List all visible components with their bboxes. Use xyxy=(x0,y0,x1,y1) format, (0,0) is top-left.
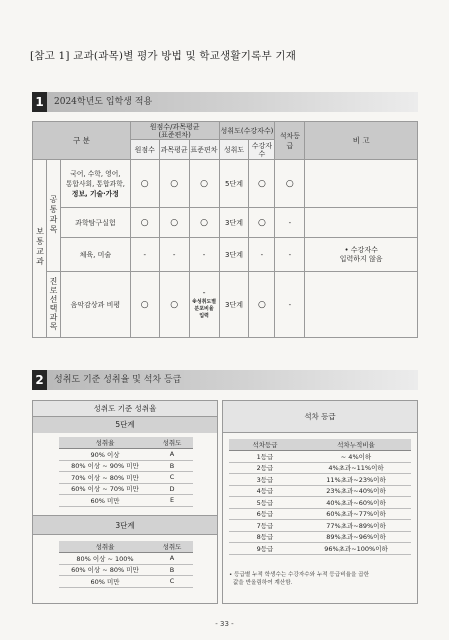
page-title: [참고 1] 교과(과목)별 평가 방법 및 학교생활기록부 기재 xyxy=(30,50,297,62)
header-raw: 원점수 xyxy=(130,140,159,160)
five-row-1-grade: A xyxy=(151,449,193,461)
rank-col-ratio: 석차누적비율 xyxy=(301,439,411,451)
rank-panel-title: 석차 등급 xyxy=(223,401,417,433)
rank-table xyxy=(229,439,411,555)
three-row-2-grade: B xyxy=(151,564,193,576)
rank-row-4-ratio: 23%초과~40%이하 xyxy=(301,485,411,497)
row-1-raw: ○ xyxy=(130,160,159,208)
row-4-std-note: ※성취도별 분포비율 입력 xyxy=(191,299,217,319)
row-3-subject: 체육, 미술 xyxy=(60,238,130,272)
rank-grade-panel xyxy=(222,400,418,604)
row-1-subject-line2: 통합사회, 통합과학, xyxy=(65,179,125,188)
row-2-remark xyxy=(305,208,418,238)
row-4-std xyxy=(189,272,219,338)
row-4-avg: ○ xyxy=(159,272,189,338)
five-row-5-grade: E xyxy=(151,495,193,507)
row-2-raw: ○ xyxy=(130,208,159,238)
section-1-title: 2024학년도 입학생 적용 xyxy=(54,97,153,107)
common-cell xyxy=(46,160,60,272)
rank-row-5-rank: 5등급 xyxy=(229,497,301,509)
common-label: 공통과목 xyxy=(48,194,58,235)
rank-row-8-rank: 8등급 xyxy=(229,531,301,543)
section-2-title: 성취도 기준 성취율 및 석차 등급 xyxy=(54,375,182,385)
header-remark: 비 고 xyxy=(305,122,418,160)
five-col-grade: 성취도 xyxy=(151,437,193,449)
rank-row-8-ratio: 89%초과~96%이하 xyxy=(301,531,411,543)
rank-footnote xyxy=(229,571,413,587)
row-3-remark-text: • 수강자수 입력하지 않음 xyxy=(339,245,383,263)
header-count xyxy=(249,140,275,160)
achievement-panel-header xyxy=(33,401,217,433)
row-3-ach: 3단계 xyxy=(219,238,249,272)
header-avg: 과목평균 xyxy=(159,140,189,160)
rank-row-1-ratio: ~ 4%이하 xyxy=(301,451,411,463)
three-level-table xyxy=(59,541,193,588)
category-cell xyxy=(33,160,47,338)
row-2-rank: - xyxy=(275,208,305,238)
row-2-ach: 3단계 xyxy=(219,208,249,238)
rank-row-6-ratio: 60%초과~77%이하 xyxy=(301,508,411,520)
rank-row-2-rank: 2등급 xyxy=(229,462,301,474)
five-row-2-grade: B xyxy=(151,460,193,472)
row-1-count: ○ xyxy=(249,160,275,208)
three-row-1-rate: 80% 이상 ~ 100% xyxy=(59,553,151,565)
rank-row-3-rank: 3등급 xyxy=(229,474,301,486)
header-raw-group-label: 원점수/과목평균 (표준편차) xyxy=(149,122,200,139)
page-number: - 33 - xyxy=(215,620,234,628)
five-row-4-rate: 60% 이상 ~ 70% 미만 xyxy=(59,483,151,495)
five-row-2-rate: 80% 이상 ~ 90% 미만 xyxy=(59,460,151,472)
rank-row-1-rank: 1등급 xyxy=(229,451,301,463)
row-1-remark xyxy=(305,160,418,208)
three-level-title: 3단계 xyxy=(33,515,217,535)
row-4-count: ○ xyxy=(249,272,275,338)
header-ach-group: 성취도(수강자수) xyxy=(219,122,275,140)
row-4-rank: - xyxy=(275,272,305,338)
header-count-label: 수강자 수 xyxy=(251,141,273,158)
achievement-panel-title: 성취도 기준 성취율 xyxy=(33,401,217,417)
row-4-subject: 음악감상과 비평 xyxy=(60,272,130,338)
three-row-2-rate: 60% 이상 ~ 80% 미만 xyxy=(59,564,151,576)
five-row-3-grade: C xyxy=(151,472,193,484)
five-level-table xyxy=(59,437,193,507)
five-row-1-rate: 90% 이상 xyxy=(59,449,151,461)
three-row-1-grade: A xyxy=(151,553,193,565)
row-3-remark xyxy=(305,238,418,272)
rank-row-9-ratio: 96%초과~100%이하 xyxy=(301,543,411,555)
row-3-rank: - xyxy=(275,238,305,272)
five-row-3-rate: 70% 이상 ~ 80% 미만 xyxy=(59,472,151,484)
rank-row-3-ratio: 11%초과~23%이하 xyxy=(301,474,411,486)
row-3-count: - xyxy=(249,238,275,272)
evaluation-method-table xyxy=(32,121,418,338)
five-col-rate: 성취율 xyxy=(59,437,151,449)
category-label: 보통교과 xyxy=(35,227,45,267)
rank-footnote-line2: 값을 반올림하여 계산함. xyxy=(233,580,293,586)
header-raw-group xyxy=(130,122,219,140)
row-1-subject-line1: 국어, 수학, 영어, xyxy=(70,169,121,178)
rank-footnote-line1: • 등급별 누적 학생수는 수강자수와 누적 등급비율을 곱한 xyxy=(229,572,370,578)
five-row-4-grade: D xyxy=(151,483,193,495)
row-1-ach: 5단계 xyxy=(219,160,249,208)
row-2-subject: 과학탐구실험 xyxy=(60,208,130,238)
row-3-avg: - xyxy=(159,238,189,272)
row-2-count: ○ xyxy=(249,208,275,238)
header-rank xyxy=(275,122,305,160)
row-4-ach: 3단계 xyxy=(219,272,249,338)
rank-col-rank: 석차등급 xyxy=(229,439,301,451)
rank-row-9-rank: 9등급 xyxy=(229,543,301,555)
rank-row-2-ratio: 4%초과~11%이하 xyxy=(301,462,411,474)
rank-row-6-rank: 6등급 xyxy=(229,508,301,520)
table-row-1-subject xyxy=(60,160,130,208)
career-cell xyxy=(46,272,60,338)
rank-row-7-ratio: 77%초과~89%이하 xyxy=(301,520,411,532)
achievement-rate-panel xyxy=(32,400,218,604)
three-col-grade: 성취도 xyxy=(151,541,193,553)
row-1-rank: ○ xyxy=(275,160,305,208)
header-gubun: 구 분 xyxy=(33,122,131,160)
row-1-avg: ○ xyxy=(159,160,189,208)
row-1-subject-line3: 정보, 기술·가정 xyxy=(71,189,119,198)
rank-row-7-rank: 7등급 xyxy=(229,520,301,532)
section-1-number: 1 xyxy=(32,92,47,112)
three-row-3-rate: 60% 미만 xyxy=(59,576,151,588)
header-rank-label: 석차등 급 xyxy=(279,131,300,150)
row-3-std: - xyxy=(189,238,219,272)
rank-row-5-ratio: 40%초과~60%이하 xyxy=(301,497,411,509)
five-level-title: 5단계 xyxy=(33,417,217,433)
row-4-raw: ○ xyxy=(130,272,159,338)
row-1-std: ○ xyxy=(189,160,219,208)
section-2-number: 2 xyxy=(32,370,47,390)
career-label: 진로선택과목 xyxy=(48,276,58,331)
three-col-rate: 성취율 xyxy=(59,541,151,553)
rank-row-4-rank: 4등급 xyxy=(229,485,301,497)
row-3-raw: - xyxy=(130,238,159,272)
section-1-bar xyxy=(32,92,418,112)
five-row-5-rate: 60% 미만 xyxy=(59,495,151,507)
row-2-std: ○ xyxy=(189,208,219,238)
header-std: 표준편차 xyxy=(189,140,219,160)
row-4-remark xyxy=(305,272,418,338)
three-row-3-grade: C xyxy=(151,576,193,588)
row-2-avg: ○ xyxy=(159,208,189,238)
row-4-std-dash: - xyxy=(202,288,206,297)
header-ach: 성취도 xyxy=(219,140,249,160)
section-2-bar xyxy=(32,370,418,390)
